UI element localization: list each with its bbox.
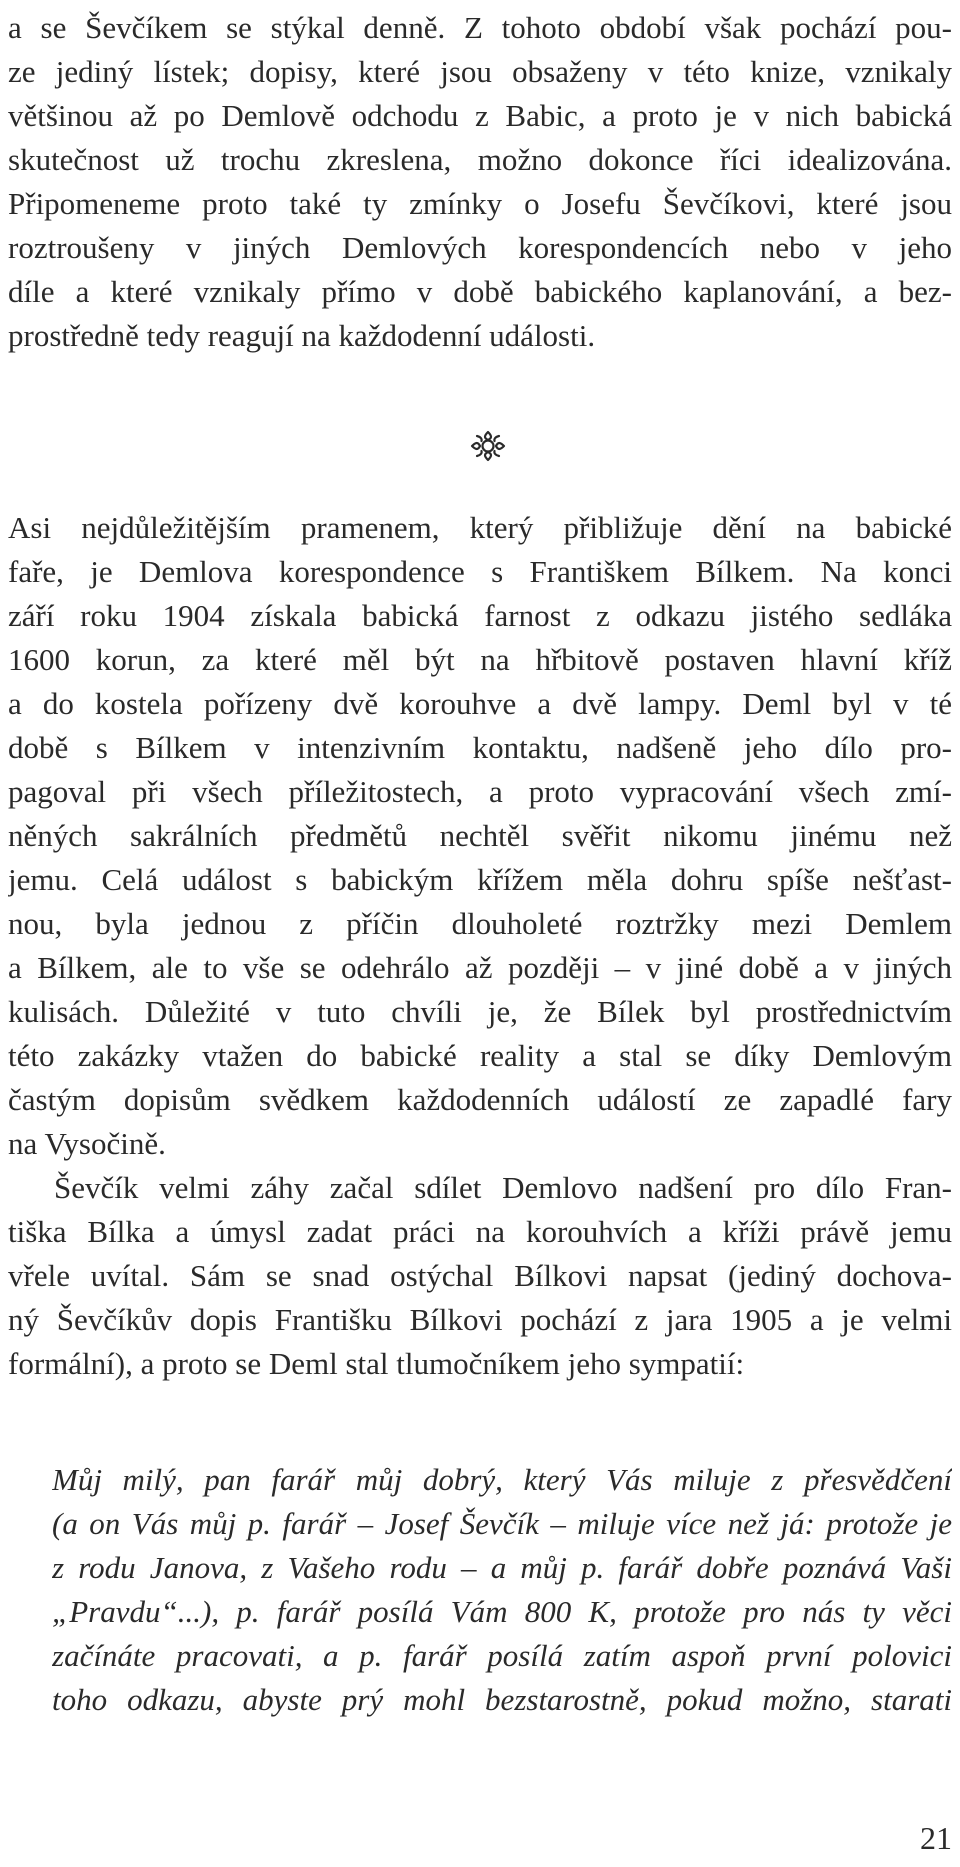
paragraph-1	[8, 6, 952, 358]
letter-quote	[52, 1458, 952, 1722]
text-line: tiška Bílka a úmysl zadat práci na korouhvích a kříži právě jemu	[8, 1214, 952, 1249]
quote-line: (a on Vás můj p. farář – Josef Ševčík – miluje více než já: protože je	[52, 1506, 952, 1541]
text-line: Asi nejdůležitějším pramenem, který přibližuje dění na babické	[8, 510, 952, 545]
text-line: této zakázky vtažen do babické reality a stal se díky Demlovým	[8, 1038, 952, 1073]
text-line: formální), a proto se Deml stal tlumočníkem jeho sympatií:	[8, 1346, 745, 1381]
quote-line: z rodu Janova, z Vašeho rodu – a můj p. farář dobře poznává Vaši	[52, 1550, 952, 1585]
text-line: jemu. Celá událost s babickým křížem měla dohru spíše nešťast-	[8, 862, 952, 897]
text-line: roztroušeny v jiných Demlových korespondencích nebo v jeho	[8, 230, 952, 265]
text-line: kulisách. Důležité v tuto chvíli je, že Bílek byl prostřednictvím	[8, 994, 952, 1029]
text-line: faře, je Demlova korespondence s Františkem Bílkem. Na konci	[8, 554, 952, 589]
text-line: ze jediný lístek; dopisy, které jsou obsaženy v této knize, vznikaly	[8, 54, 952, 89]
text-line: pagoval při všech příležitostech, a proto vypracování všech zmí-	[8, 774, 952, 809]
text-line: na Vysočině.	[8, 1126, 166, 1161]
text-line: době s Bílkem v intenzivním kontaktu, nadšeně jeho dílo pro-	[8, 730, 952, 765]
text-line: září roku 1904 získala babická farnost z odkazu jistého sedláka	[8, 598, 952, 633]
paragraph-3	[8, 1166, 952, 1386]
text-line: a se Ševčíkem se stýkal denně. Z tohoto období však pochází pou-	[8, 10, 952, 45]
text-line: častým dopisům svědkem každodenních událostí ze zapadlé fary	[8, 1082, 952, 1117]
quote-line: začínáte pracovati, a p. farář posílá zatím aspoň první polovici	[52, 1638, 952, 1673]
text-line: a Bílkem, ale to vše se odehrálo až později – v jiné době a v jiných	[8, 950, 952, 985]
page-number: 21	[920, 1820, 952, 1856]
text-line: 1600 korun, za které měl být na hřbitově postaven hlavní kříž	[8, 642, 952, 677]
text-line: něných sakrálních předmětů nechtěl svěřit nikomu jinému než	[8, 818, 952, 853]
text-line: Připomeneme proto také ty zmínky o Josefu Ševčíkovi, které jsou	[8, 186, 952, 221]
quote-line: Můj milý, pan farář můj dobrý, který Vás miluje z přesvědčení	[52, 1462, 952, 1497]
text-line: nou, byla jednou z příčin dlouholeté roztržky mezi Demlem	[8, 906, 952, 941]
text-line: vřele uvítal. Sám se snad ostýchal Bílkovi napsat (jediný dochova-	[8, 1258, 952, 1293]
quote-line: „Pravdu“...), p. farář posílá Vám 800 K, protože pro nás ty věci	[52, 1594, 952, 1629]
text-line: Ševčík velmi záhy začal sdílet Demlovo nadšení pro dílo Fran-	[54, 1170, 952, 1205]
text-line: a do kostela pořízeny dvě korouhve a dvě lampy. Deml byl v té	[8, 686, 952, 721]
flower-ornament-icon	[466, 428, 510, 464]
text-line: skutečnost už trochu zkreslena, možno dokonce říci idealizována.	[8, 142, 952, 177]
quote-line: toho odkazu, abyste prý mohl bezstarostně, pokud možno, starati	[52, 1682, 952, 1717]
text-line: díle a které vznikaly přímo v době babického kaplanování, a bez-	[8, 274, 952, 309]
text-line: ný Ševčíkův dopis Františku Bílkovi pochází z jara 1905 a je velmi	[8, 1302, 952, 1337]
text-line: většinou až po Demlově odchodu z Babic, a proto je v nich babická	[8, 98, 952, 133]
paragraph-2	[8, 506, 952, 1166]
text-line: prostředně tedy reagují na každodenní události.	[8, 318, 596, 353]
